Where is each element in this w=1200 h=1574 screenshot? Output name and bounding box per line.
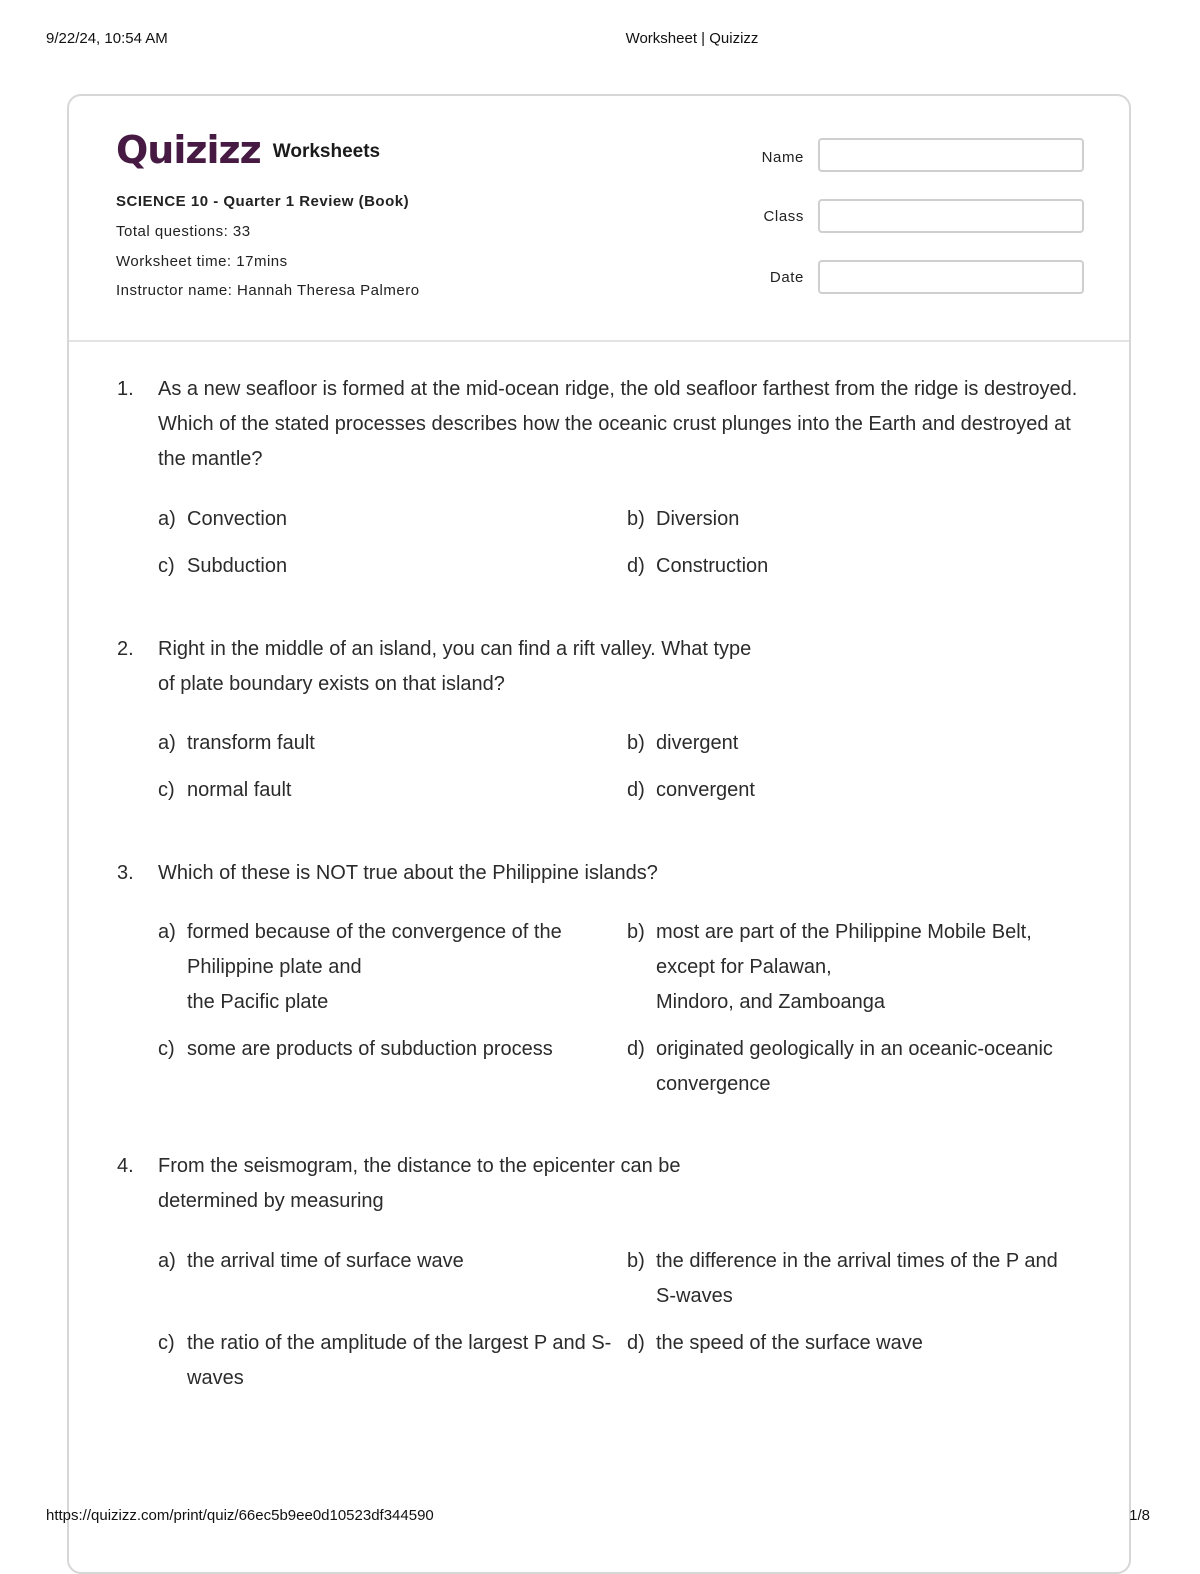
option-text: Mindoro, and Zamboanga: [656, 991, 886, 1013]
question-line: Which of these is NOT true about the Philippine islands?: [158, 862, 658, 884]
option-letter: a): [158, 1250, 176, 1272]
question-line: Which of the stated processes describes how the oceanic crust plunges into the Earth and destroyed at: [158, 413, 1071, 435]
name-field[interactable]: [818, 138, 1084, 172]
option-text: S-waves: [656, 1285, 733, 1307]
question-line: As a new seafloor is formed at the mid-ocean ridge, the old seafloor farthest from the ridge is destroyed.: [158, 378, 1078, 400]
option-text: most are part of the Philippine Mobile Belt,: [656, 921, 1032, 943]
total-questions: Total questions: 33: [116, 223, 251, 240]
option-letter: d): [627, 1332, 645, 1354]
worksheet-card: [67, 94, 1131, 1574]
option-text: the arrival time of surface wave: [187, 1250, 464, 1272]
option-text: Convection: [187, 508, 288, 530]
option-text: transform fault: [187, 732, 315, 754]
worksheet-header: [69, 96, 1129, 342]
option-text: the ratio of the amplitude of the largest P and S-: [187, 1332, 612, 1354]
question-text: [158, 856, 1088, 891]
worksheet-title: SCIENCE 10 - Quarter 1 Review (Book): [116, 193, 410, 210]
option-letter: d): [627, 779, 645, 801]
question-line: the mantle?: [158, 448, 263, 470]
option-letter: d): [627, 555, 645, 577]
option-letter: c): [158, 1038, 175, 1060]
class-field[interactable]: [818, 199, 1084, 233]
option-text: some are products of subduction process: [187, 1038, 553, 1060]
question-line: Right in the middle of an island, you can find a rift valley. What type: [158, 638, 752, 660]
question-number: 2.: [117, 638, 134, 660]
option-text: originated geologically in an oceanic-oceanic: [656, 1038, 1053, 1060]
option-text: divergent: [656, 732, 739, 754]
option-letter: b): [627, 921, 645, 943]
question-text: [158, 372, 1088, 477]
question-line: of plate boundary exists on that island?: [158, 673, 505, 695]
logo-wordmark: Quizizz: [116, 128, 261, 172]
option-letter: d): [627, 1038, 645, 1060]
logo-subtitle: Worksheets: [272, 141, 381, 162]
instructor-name: Instructor name: Hannah Theresa Palmero: [116, 282, 420, 299]
option-text: Construction: [656, 555, 769, 577]
print-header: [0, 30, 1200, 50]
option-letter: a): [158, 921, 176, 943]
option-letter: a): [158, 508, 176, 530]
date-label: Date: [769, 269, 804, 286]
question-number: 3.: [117, 862, 134, 884]
option-text: normal fault: [187, 779, 292, 801]
question-text: [158, 1149, 1088, 1219]
page-number: 1/8: [1129, 1507, 1150, 1524]
option-letter: c): [158, 555, 175, 577]
print-url: https://quizizz.com/print/quiz/66ec5b9ee0d10523df344590: [46, 1507, 434, 1524]
question-line: determined by measuring: [158, 1190, 384, 1212]
option-letter: c): [158, 779, 175, 801]
class-label: Class: [763, 208, 804, 225]
option-letter: a): [158, 732, 176, 754]
question-line: From the seismogram, the distance to the epicenter can be: [158, 1155, 681, 1177]
question-number: 1.: [117, 378, 134, 400]
option-text: Diversion: [656, 508, 740, 530]
option-text: convergent: [656, 779, 755, 801]
option-text: formed because of the convergence of the: [187, 921, 562, 943]
option-text: Subduction: [187, 555, 288, 577]
option-text: waves: [187, 1367, 244, 1389]
print-title: Worksheet | Quizizz: [625, 30, 759, 47]
option-text: convergence: [656, 1073, 771, 1095]
option-letter: b): [627, 732, 645, 754]
option-letter: b): [627, 1250, 645, 1272]
print-date: 9/22/24, 10:54 AM: [46, 30, 168, 47]
worksheet-time: Worksheet time: 17mins: [116, 253, 288, 270]
name-label: Name: [761, 149, 804, 166]
question-number: 4.: [117, 1155, 134, 1177]
option-text: Philippine plate and: [187, 956, 362, 978]
option-text: except for Palawan,: [656, 956, 832, 978]
question-text: [158, 632, 1088, 702]
date-field[interactable]: [818, 260, 1084, 294]
option-text: the Pacific plate: [187, 991, 329, 1013]
option-letter: b): [627, 508, 645, 530]
option-letter: c): [158, 1332, 175, 1354]
option-text: the difference in the arrival times of the P and: [656, 1250, 1058, 1272]
option-text: the speed of the surface wave: [656, 1332, 923, 1354]
quizizz-logo: [116, 128, 380, 172]
